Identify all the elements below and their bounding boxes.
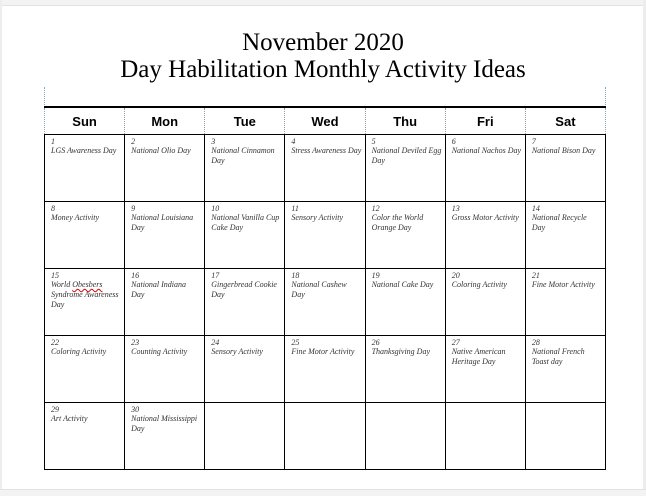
day-cell[interactable] (285, 269, 365, 336)
day-number: 2 (131, 137, 136, 146)
event-text-start: World (51, 280, 73, 289)
day-number: 22 (51, 338, 59, 347)
day-number: 20 (451, 271, 460, 280)
day-cell[interactable] (285, 336, 365, 403)
day-cell[interactable] (365, 269, 445, 336)
day-event: Counting Activity (131, 347, 188, 356)
weekday-header-mon: Mon (125, 107, 205, 135)
day-cell[interactable] (445, 269, 525, 336)
day-number: 30 (131, 405, 140, 414)
window-top-edge (0, 0, 646, 6)
day-number: 18 (291, 271, 300, 280)
weekday-header-fri: Fri (445, 107, 525, 135)
day-cell[interactable] (205, 202, 285, 269)
day-number: 13 (451, 204, 460, 213)
day-event: National Cake Day (371, 280, 434, 289)
day-number: 7 (531, 137, 536, 146)
day-number: 12 (371, 204, 380, 213)
day-event: Coloring Activity (51, 347, 107, 356)
weekday-header-sat: Sat (525, 107, 605, 135)
day-event: Art Activity (51, 414, 88, 423)
day-number: 9 (131, 204, 136, 213)
day-event: National Vanilla Cup Cake Day (211, 213, 280, 232)
day-number: 17 (211, 271, 220, 280)
day-event: National Louisiana Day (131, 213, 194, 232)
day-number: 15 (51, 271, 59, 280)
week-row (45, 403, 606, 470)
day-cell[interactable] (365, 135, 445, 202)
document-title: November 2020 (242, 29, 404, 56)
day-cell[interactable] (45, 135, 125, 202)
day-event: Native American Heritage Day (451, 347, 506, 366)
day-number: 1 (51, 137, 55, 146)
week-row (45, 202, 606, 269)
weekday-header-row (45, 107, 606, 135)
day-event: National Recycle Day (531, 213, 587, 232)
day-number: 27 (451, 338, 460, 347)
day-number: 29 (51, 405, 59, 414)
empty-day-cell[interactable] (205, 403, 285, 470)
day-cell[interactable] (125, 202, 205, 269)
day-cell[interactable] (125, 135, 205, 202)
day-event: National Deviled Egg Day (371, 146, 442, 165)
day-event: Gingerbread Cookie Day (211, 280, 277, 299)
day-cell[interactable] (285, 202, 365, 269)
day-event: National Cashew Day (291, 280, 347, 299)
day-cell[interactable] (125, 336, 205, 403)
window-bottom-edge (0, 489, 646, 496)
day-cell[interactable] (125, 403, 205, 470)
day-cell[interactable] (45, 336, 125, 403)
day-event: Thanksgiving Day (371, 347, 430, 356)
empty-day-cell[interactable] (445, 403, 525, 470)
day-event: Coloring Activity (451, 280, 507, 289)
day-number: 3 (211, 137, 216, 146)
empty-day-cell[interactable] (365, 403, 445, 470)
day-cell[interactable] (205, 269, 285, 336)
misspelled-word: Obesbers (72, 280, 103, 289)
day-event: Color the World Orange Day (371, 213, 424, 232)
day-number: 26 (371, 338, 380, 347)
day-cell[interactable] (525, 336, 605, 403)
day-cell[interactable] (365, 336, 445, 403)
day-number: 24 (211, 338, 220, 347)
day-number: 6 (451, 137, 456, 146)
weekday-header-sun: Sun (45, 107, 125, 135)
day-event: Fine Motor Activity (531, 280, 595, 289)
weekday-header-wed: Wed (285, 107, 365, 135)
day-event: Sensory Activity (291, 213, 344, 222)
table-guides (44, 87, 606, 107)
day-number: 28 (531, 338, 540, 347)
day-event: LGS Awareness Day (51, 146, 117, 155)
day-event: National Mississippi Day (131, 414, 198, 433)
day-cell[interactable] (205, 135, 285, 202)
day-cell[interactable] (45, 403, 125, 470)
week-row (45, 336, 606, 403)
empty-day-cell[interactable] (285, 403, 365, 470)
day-cell[interactable] (525, 269, 605, 336)
day-event: National Nachos Day (451, 146, 522, 155)
day-event: Fine Motor Activity (291, 347, 355, 356)
week-row (45, 135, 606, 202)
day-event: National Bison Day (531, 146, 596, 155)
day-number: 25 (291, 338, 300, 347)
day-number: 5 (371, 137, 376, 146)
day-event: National French Toast day (531, 347, 585, 366)
day-number: 4 (291, 137, 296, 146)
day-number: 16 (131, 271, 140, 280)
day-number: 21 (531, 271, 540, 280)
week-row (45, 269, 606, 336)
weekday-header-thu: Thu (365, 107, 445, 135)
day-number: 8 (51, 204, 55, 213)
empty-day-cell[interactable] (525, 403, 605, 470)
day-number: 11 (291, 204, 299, 213)
day-cell[interactable] (205, 336, 285, 403)
event-text-end: Syndrome Awareness Day (51, 290, 119, 309)
day-cell[interactable] (45, 202, 125, 269)
document-subtitle: Day Habilitation Monthly Activity Ideas (120, 56, 526, 83)
day-event: Money Activity (51, 213, 100, 222)
day-event: National Cinnamon Day (211, 146, 275, 165)
day-cell[interactable] (445, 336, 525, 403)
day-event (51, 280, 121, 310)
day-event: National Olio Day (131, 146, 191, 155)
day-cell[interactable] (125, 269, 205, 336)
day-cell[interactable] (525, 135, 605, 202)
day-event: Sensory Activity (211, 347, 263, 356)
calendar-table (44, 106, 606, 470)
day-number: 19 (371, 271, 380, 280)
day-cell[interactable] (525, 202, 605, 269)
day-event: National Indiana Day (131, 280, 187, 299)
day-cell[interactable] (285, 135, 365, 202)
day-event: Gross Motor Activity (451, 213, 519, 222)
day-number: 14 (531, 204, 540, 213)
day-number: 10 (211, 204, 220, 213)
day-cell[interactable] (365, 202, 445, 269)
day-event: Stress Awareness Day (291, 146, 362, 155)
day-cell[interactable] (45, 269, 125, 336)
weekday-header-tue: Tue (205, 107, 285, 135)
day-cell[interactable] (445, 135, 525, 202)
day-cell[interactable] (445, 202, 525, 269)
day-number: 23 (131, 338, 140, 347)
